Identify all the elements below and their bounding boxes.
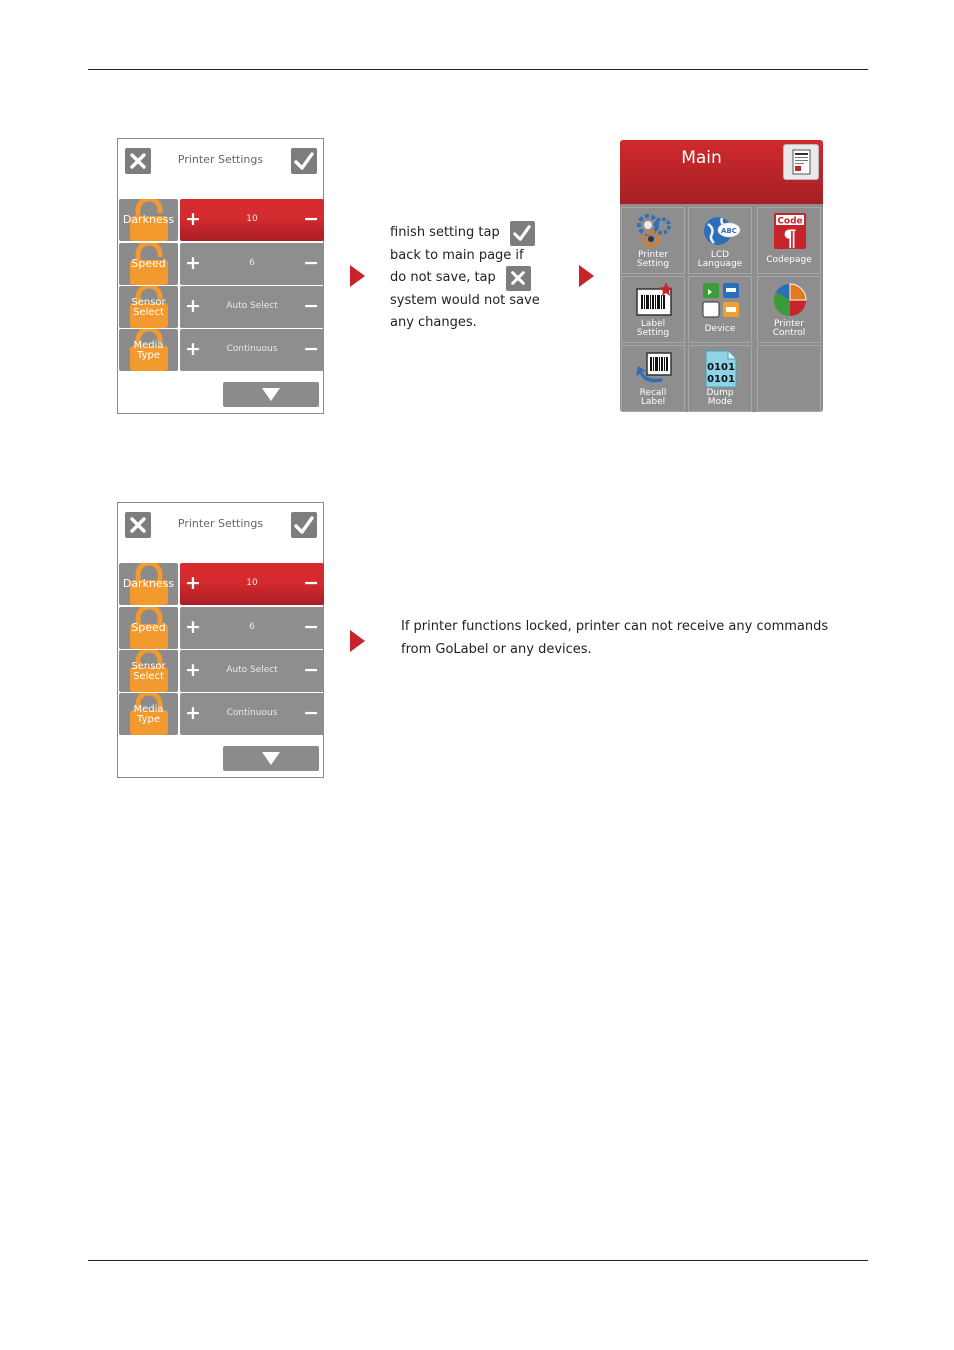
arrow-right-icon [579, 265, 594, 287]
setting-value: Auto Select [226, 301, 278, 311]
svg-text:ABC: ABC [721, 227, 737, 235]
gears-icon [633, 212, 675, 250]
printer-settings-panel-1 [117, 138, 324, 414]
setting-label: Speed [119, 243, 178, 285]
confirm-button-illustration [510, 221, 535, 246]
recall-label-icon [633, 350, 675, 388]
locked-note-text: If printer functions locked, printer can not receive any commands from GoLabel or any devices. [401, 619, 829, 657]
menu-tile-printer-control[interactable]: Printer Control [757, 276, 821, 343]
menu-tile-lcd-language[interactable]: ABC LCD Language [688, 207, 752, 274]
svg-text:¶: ¶ [783, 226, 797, 250]
device-icon [700, 281, 742, 319]
pie-chart-icon [769, 281, 811, 319]
setting-control [180, 243, 324, 285]
decrease-button[interactable]: − [303, 338, 319, 360]
setting-row-media-type [119, 329, 324, 371]
increase-button[interactable]: + [185, 295, 201, 317]
menu-tile-recall-label[interactable]: Recall Label [621, 345, 685, 412]
arrow-right-icon [350, 630, 365, 652]
setting-value: 6 [249, 622, 255, 632]
instruction-text: finish setting tap back to main page if do not save, tap system would not save any changes. [390, 222, 570, 335]
document-button[interactable] [783, 144, 819, 180]
setting-control [180, 650, 324, 692]
check-icon [513, 224, 531, 242]
setting-label: Sensor Select [119, 286, 178, 328]
triangle-down-icon [262, 388, 280, 401]
setting-row-speed [119, 243, 324, 285]
setting-row-speed [119, 607, 324, 649]
setting-value: 10 [246, 214, 258, 224]
setting-row-media-type [119, 693, 324, 735]
increase-button[interactable]: + [185, 338, 201, 360]
setting-value: Auto Select [226, 665, 278, 675]
setting-control [180, 693, 324, 735]
decrease-button[interactable]: − [303, 702, 319, 724]
setting-row-sensor-select [119, 286, 324, 328]
decrease-button[interactable]: − [303, 659, 319, 681]
decrease-button[interactable]: − [303, 295, 319, 317]
codepage-icon [769, 212, 811, 250]
menu-tile-label-setting[interactable]: Label Setting [621, 276, 685, 343]
main-menu-panel [620, 140, 823, 412]
setting-value: 6 [249, 258, 255, 268]
setting-row-darkness [119, 199, 324, 241]
setting-label: Sensor Select [119, 650, 178, 692]
increase-button[interactable]: + [185, 208, 201, 230]
menu-tile-device[interactable]: Device [688, 276, 752, 343]
setting-label: Darkness [119, 563, 178, 605]
barcode-label-icon [633, 281, 675, 319]
main-menu-header [620, 140, 823, 204]
scroll-down-button[interactable] [223, 382, 319, 407]
panel-title: Printer Settings [177, 153, 264, 166]
setting-row-darkness [119, 563, 324, 605]
scroll-down-button[interactable] [223, 746, 319, 771]
arrow-right-icon [350, 265, 365, 287]
confirm-button[interactable] [291, 512, 317, 538]
triangle-down-icon [262, 752, 280, 765]
increase-button[interactable]: + [185, 702, 201, 724]
decrease-button[interactable]: − [303, 616, 319, 638]
globe-abc-icon [700, 212, 742, 250]
setting-value: Continuous [226, 344, 278, 354]
setting-label: Media Type [119, 693, 178, 735]
setting-row-sensor-select [119, 650, 324, 692]
setting-control [180, 286, 324, 328]
menu-tile-printer-setting[interactable]: Printer Setting [621, 207, 685, 274]
confirm-button[interactable] [291, 148, 317, 174]
decrease-button[interactable]: − [303, 252, 319, 274]
footer-rule [88, 1260, 868, 1261]
decrease-button[interactable]: − [303, 208, 319, 230]
setting-control [180, 199, 324, 241]
setting-value: Continuous [226, 708, 278, 718]
setting-control [180, 607, 324, 649]
increase-button[interactable]: + [185, 572, 201, 594]
main-menu-title: Main [681, 148, 722, 168]
decrease-button[interactable]: − [303, 572, 319, 594]
document-icon [784, 145, 818, 179]
increase-button[interactable]: + [185, 616, 201, 638]
setting-control [180, 563, 324, 605]
setting-value: 10 [246, 578, 258, 588]
panel-title: Printer Settings [177, 517, 264, 530]
menu-tile-empty [757, 345, 821, 412]
cancel-button-illustration [506, 266, 531, 291]
setting-label: Media Type [119, 329, 178, 371]
setting-label: Darkness [119, 199, 178, 241]
printer-settings-panel-2 [117, 502, 324, 778]
setting-label: Speed [119, 607, 178, 649]
close-icon [510, 270, 526, 286]
check-icon [294, 151, 314, 171]
menu-tile-codepage[interactable]: Code ¶ Codepage [757, 207, 821, 274]
menu-tile-dump-mode[interactable]: 0101 0101 Dump Mode [688, 345, 752, 412]
svg-text:0101: 0101 [707, 374, 735, 385]
header-rule [88, 69, 868, 70]
svg-text:Code: Code [777, 216, 803, 227]
increase-button[interactable]: + [185, 659, 201, 681]
svg-text:0101: 0101 [707, 362, 735, 373]
increase-button[interactable]: + [185, 252, 201, 274]
setting-control [180, 329, 324, 371]
check-icon [294, 515, 314, 535]
binary-file-icon [700, 350, 742, 388]
